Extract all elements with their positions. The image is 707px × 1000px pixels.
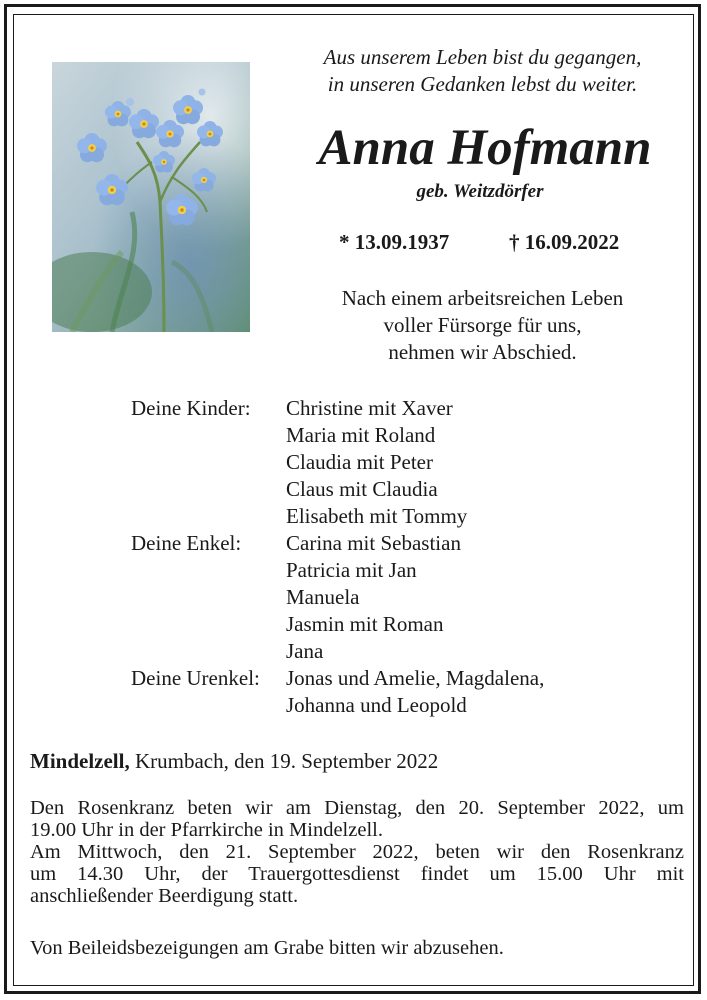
forget-me-not-flower-photo xyxy=(52,62,250,332)
deceased-name: Anna Hofmann xyxy=(318,120,652,176)
place-rest: Krumbach, den 19. September 2022 xyxy=(129,749,439,773)
family-member: Claudia mit Peter xyxy=(286,450,433,474)
notice-line: anschließender Beerdigung statt. xyxy=(30,885,299,907)
family-member: Maria mit Roland xyxy=(286,423,436,447)
place-date-line xyxy=(30,749,438,774)
notice-line: Am Mittwoch, den 21. September 2022, beten wir den Rosenkranz xyxy=(30,841,684,863)
family-member: Manuela xyxy=(286,585,360,609)
verse-line: voller Fürsorge für uns, xyxy=(383,313,582,337)
verse-line: Nach einem arbeitsreichen Leben xyxy=(341,286,624,310)
verse xyxy=(280,285,685,366)
family-member: Claus mit Claudia xyxy=(286,477,438,501)
family-group-children xyxy=(131,395,544,530)
notice-line: 19.00 Uhr in der Pfarrkirche in Mindelzell. xyxy=(30,819,383,841)
family-member: Johanna und Leopold xyxy=(286,693,467,717)
motto-line: Aus unserem Leben bist du gegangen, xyxy=(323,45,642,69)
birth-date: * 13.09.1937 xyxy=(339,230,450,254)
rosary-notice xyxy=(30,797,684,907)
family-member: Carina mit Sebastian xyxy=(286,531,461,555)
condolence-notice xyxy=(30,937,684,959)
family-list xyxy=(131,395,544,719)
motto xyxy=(280,44,685,98)
death-date: † 16.09.2022 xyxy=(509,230,620,254)
motto-line: in unseren Gedanken lebst du weiter. xyxy=(327,72,638,96)
place-town: Mindelzell, xyxy=(30,749,130,773)
family-member: Jana xyxy=(286,639,324,663)
family-member: Christine mit Xaver xyxy=(286,396,453,420)
notice-line: Von Beileidsbezeigungen am Grabe bitten wir abzusehen. xyxy=(30,937,504,959)
family-member: Elisabeth mit Tommy xyxy=(286,504,468,528)
family-group-great-grandchildren xyxy=(131,665,544,719)
family-member: Jonas und Amelie, Magdalena, xyxy=(286,666,545,690)
family-member: Jasmin mit Roman xyxy=(286,612,444,636)
verse-line: nehmen wir Abschied. xyxy=(388,340,577,364)
family-group-grandchildren xyxy=(131,530,544,665)
family-member: Patricia mit Jan xyxy=(286,558,417,582)
notice-line: um 14.30 Uhr, der Trauergottesdienst findet um 15.00 Uhr mit xyxy=(30,863,684,885)
family-label: Deine Kinder: xyxy=(131,396,251,420)
family-label: Deine Urenkel: xyxy=(131,666,260,690)
maiden-name: geb. Weitzdörfer xyxy=(416,181,544,202)
family-label: Deine Enkel: xyxy=(131,531,242,555)
notice-line: Den Rosenkranz beten wir am Dienstag, den 20. September 2022, um xyxy=(30,797,684,819)
